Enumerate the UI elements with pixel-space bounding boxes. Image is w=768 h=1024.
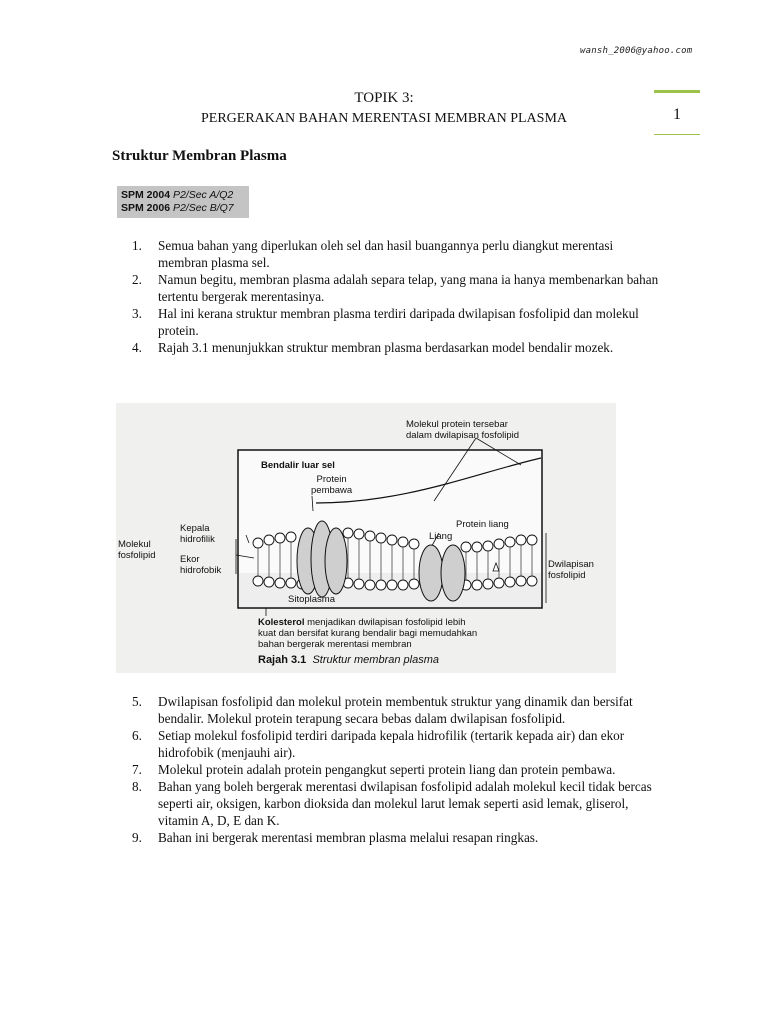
list-number: 2. — [132, 272, 142, 287]
list-text: Rajah 3.1 menunjukkan struktur membran plasma berdasarkan model bendalir mozek. — [158, 340, 614, 355]
list-item — [132, 339, 662, 356]
list-number: 5. — [132, 694, 142, 709]
label-pore: Liang — [429, 531, 453, 542]
list-number: 6. — [132, 728, 142, 743]
spm-reference-box — [117, 186, 249, 218]
label-phospholipid-bilayer — [548, 559, 594, 581]
label-hydrophobic-tail — [180, 554, 221, 576]
list-number: 7. — [132, 762, 142, 777]
label-line — [258, 617, 477, 628]
label-line: Protein — [316, 474, 347, 485]
page-number-bottom-rule — [654, 134, 700, 135]
label-extracellular-fluid: Bendalir luar sel — [261, 460, 335, 471]
list-number: 8. — [132, 779, 142, 794]
spm-ref: P2/Sec A/Q2 — [172, 189, 234, 201]
author-email: wansh_2006@yahoo.com — [580, 46, 693, 56]
list-item — [132, 693, 662, 727]
membrane-figure — [116, 403, 616, 673]
figure-caption — [258, 654, 439, 666]
caption-title: Struktur membran plasma — [312, 654, 439, 666]
label-line: pembawa — [311, 485, 353, 496]
label-line: Molekul protein tersebar — [406, 419, 508, 430]
spm-year: SPM 2006 — [121, 202, 171, 214]
label-phospholipid-molecule — [118, 539, 156, 561]
list-number: 4. — [132, 340, 142, 355]
label-carrier-protein — [311, 474, 352, 496]
label-line: hidrofobik — [180, 565, 222, 576]
label-text: menjadikan dwilapisan fosfolipid lebih — [304, 617, 466, 628]
label-line: dalam dwilapisan fosfolipid — [406, 430, 520, 441]
label-line: fosfolipid — [118, 550, 156, 561]
list-text: Semua bahan yang diperlukan oleh sel dan hasil buangannya perlu diangkut merentasi membran plasma sel. — [158, 238, 614, 270]
list-text: Dwilapisan fosfolipid dan molekul protein membentuk struktur yang dinamik dan bersifat bendalir. Molekul protein terapung secara bebas dalam dwilapisan fosfolipid. — [158, 694, 633, 726]
spm-ref: P2/Sec B/Q7 — [172, 202, 234, 214]
list-number: 1. — [132, 238, 142, 253]
label-cytoplasm: Sitoplasma — [288, 594, 335, 605]
caption-number: Rajah 3.1 — [258, 654, 307, 666]
spm-year: SPM 2004 — [121, 189, 171, 201]
label-line: hidrofilik — [180, 534, 215, 545]
label-line: Dwilapisan — [548, 559, 594, 570]
label-line: Ekor — [180, 554, 200, 565]
label-channel-protein: Protein liang — [456, 519, 509, 530]
list-item — [132, 305, 662, 339]
list-text: Hal ini kerana struktur membran plasma terdiri daripada dwilapisan fosfolipid dan molekul protein. — [158, 306, 639, 338]
section-heading: Struktur Membran Plasma — [112, 148, 287, 164]
label-line: bahan bergerak merentasi membran — [258, 639, 412, 650]
list-item — [132, 271, 662, 305]
list-item — [132, 829, 662, 846]
list-text: Molekul protein adalah protein pengangkut seperti protein liang dan protein pembawa. — [158, 762, 616, 777]
label-bold: Kolesterol — [258, 617, 305, 628]
list-text: Bahan ini bergerak merentasi membran plasma melalui resapan ringkas. — [158, 830, 539, 845]
list-text: Setiap molekul fosfolipid terdiri daripada kepala hidrofilik (tertarik kepada air) dan ekor hidrofobik (menjauhi air). — [158, 728, 625, 760]
list-item — [132, 778, 662, 829]
label-protein-scattered — [406, 419, 519, 441]
list-number: 9. — [132, 830, 142, 845]
label-line: Kepala — [180, 523, 210, 534]
label-hydrophilic-head — [180, 523, 215, 545]
page-number: 1 — [673, 106, 681, 123]
list-text: Bahan yang boleh bergerak merentasi dwilapisan fosfolipid adalah molekul kecil tidak bercas seperti air, oksigen, karbon dioksida dan molekul larut lemak seperti asid lemak, gliserol, vitamin A, D, E dan K. — [158, 779, 652, 828]
spm-reference-line — [121, 202, 245, 215]
spm-reference-line — [121, 189, 245, 202]
list-item — [132, 761, 662, 778]
numbered-list-intro — [132, 237, 662, 356]
list-item — [132, 237, 662, 271]
list-text: Namun begitu, membran plasma adalah separa telap, yang mana ia hanya membenarkan bahan tertentu bergerak merentasinya. — [158, 272, 659, 304]
label-line: kuat dan bersifat kurang bendalir bagi memudahkan — [258, 628, 478, 639]
list-item — [132, 727, 662, 761]
list-number: 3. — [132, 306, 142, 321]
topic-subtitle: PERGERAKAN BAHAN MERENTASI MEMBRAN PLASMA — [200, 111, 568, 126]
label-cholesterol — [258, 617, 477, 650]
carrier-protein — [297, 521, 347, 597]
topic-title: TOPIK 3: — [354, 90, 414, 106]
label-line: fosfolipid — [548, 570, 586, 581]
label-line: Molekul — [118, 539, 151, 550]
numbered-list-details — [132, 693, 662, 846]
